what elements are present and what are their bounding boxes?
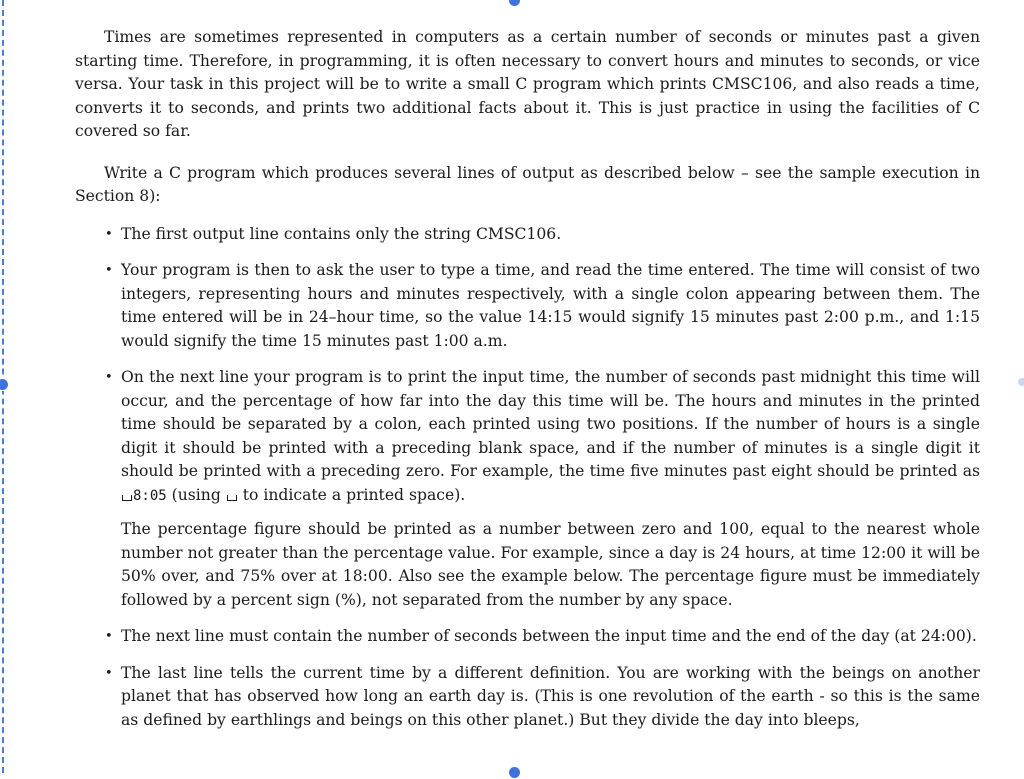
resize-handle-right[interactable] [1018, 378, 1024, 386]
list-item-text: Your program is then to ask the user to type a time, and read the time entered. The time will consist of two integers, representing hours and minutes respectively, with a single colon appearing between them. The time entered will be in 24–hour time, so the value 14:15 would signify 15 minutes past 2:00 p.m., and 1:15 would signify the time 15 minutes past 1:00 a.m. [121, 261, 980, 350]
list-item [75, 625, 980, 649]
document-page [75, 26, 980, 745]
list-item-text: The next line must contain the number of seconds between the input time and the end of the day (at 24:00). [121, 627, 977, 645]
list-item [75, 259, 980, 353]
intro-paragraph: Times are sometimes represented in computers as a certain number of seconds or minutes past a given starting time. Therefore, in programming, it is often necessary to convert hours and minutes to seconds, or vice versa. Your task in this project will be to write a small C program which prints CMSC106, and also reads a time, converts it to seconds, and prints two additional facts about it. This is just practice in using the facilities of C covered so far. [75, 28, 980, 140]
space-symbol-icon [122, 495, 132, 501]
resize-handle-top[interactable] [508, 0, 521, 7]
bullet-icon: • [105, 665, 113, 681]
list-item-text-part: to indicate a printed space). [237, 485, 466, 504]
requirements-list [75, 223, 980, 733]
list-item [75, 662, 980, 733]
list-item-text-part: On the next line your program is to print the input time, the number of seconds past midnight this time will occur, and the percentage of how far into the day this time will be. The hours and minutes in the printed time should be separated by a colon, each printed using two positions. If the number of hours is a single digit it should be printed with a preceding blank space, and if the number of minutes is a single digit it should be printed with a preceding zero. For example, the time five minutes past eight should be printed as [121, 368, 980, 480]
task-paragraph: Write a C program which produces several lines of output as described below – see the sample execution in Section 8): [75, 163, 980, 205]
bullet-icon: • [105, 263, 113, 278]
resize-handle-left[interactable] [0, 378, 9, 391]
list-item-text: The last line tells the current time by a different definition. You are working with the beings on another planet that has observed how long an earth day is. (This is one revolution of the earth - so this is the same as defined by earthlings and beings on this other planet.) But they divide the day into bleeps, [121, 663, 980, 729]
bullet-icon: • [105, 370, 113, 385]
bullet-icon: • [105, 226, 113, 242]
code-example: 8:05 [133, 487, 167, 504]
list-item-text-part: (using [166, 485, 226, 504]
list-item-text: The first output line contains only the string CMSC106. [121, 224, 562, 243]
list-item [75, 366, 980, 612]
space-symbol-icon [227, 495, 237, 501]
list-item-second-paragraph: The percentage figure should be printed as a number between zero and 100, equal to the nearest whole number not greater than the percentage value. For example, since a day is 24 hours, at time 12:00 it will be 50% over, and 75% over at 18:00. Also see the example below. The percentage figure must be immediately followed by a percent sign (%), not separated from the number by any space. [121, 520, 980, 609]
list-item [75, 223, 980, 247]
bullet-icon: • [105, 629, 113, 644]
list-item-text [121, 366, 980, 508]
